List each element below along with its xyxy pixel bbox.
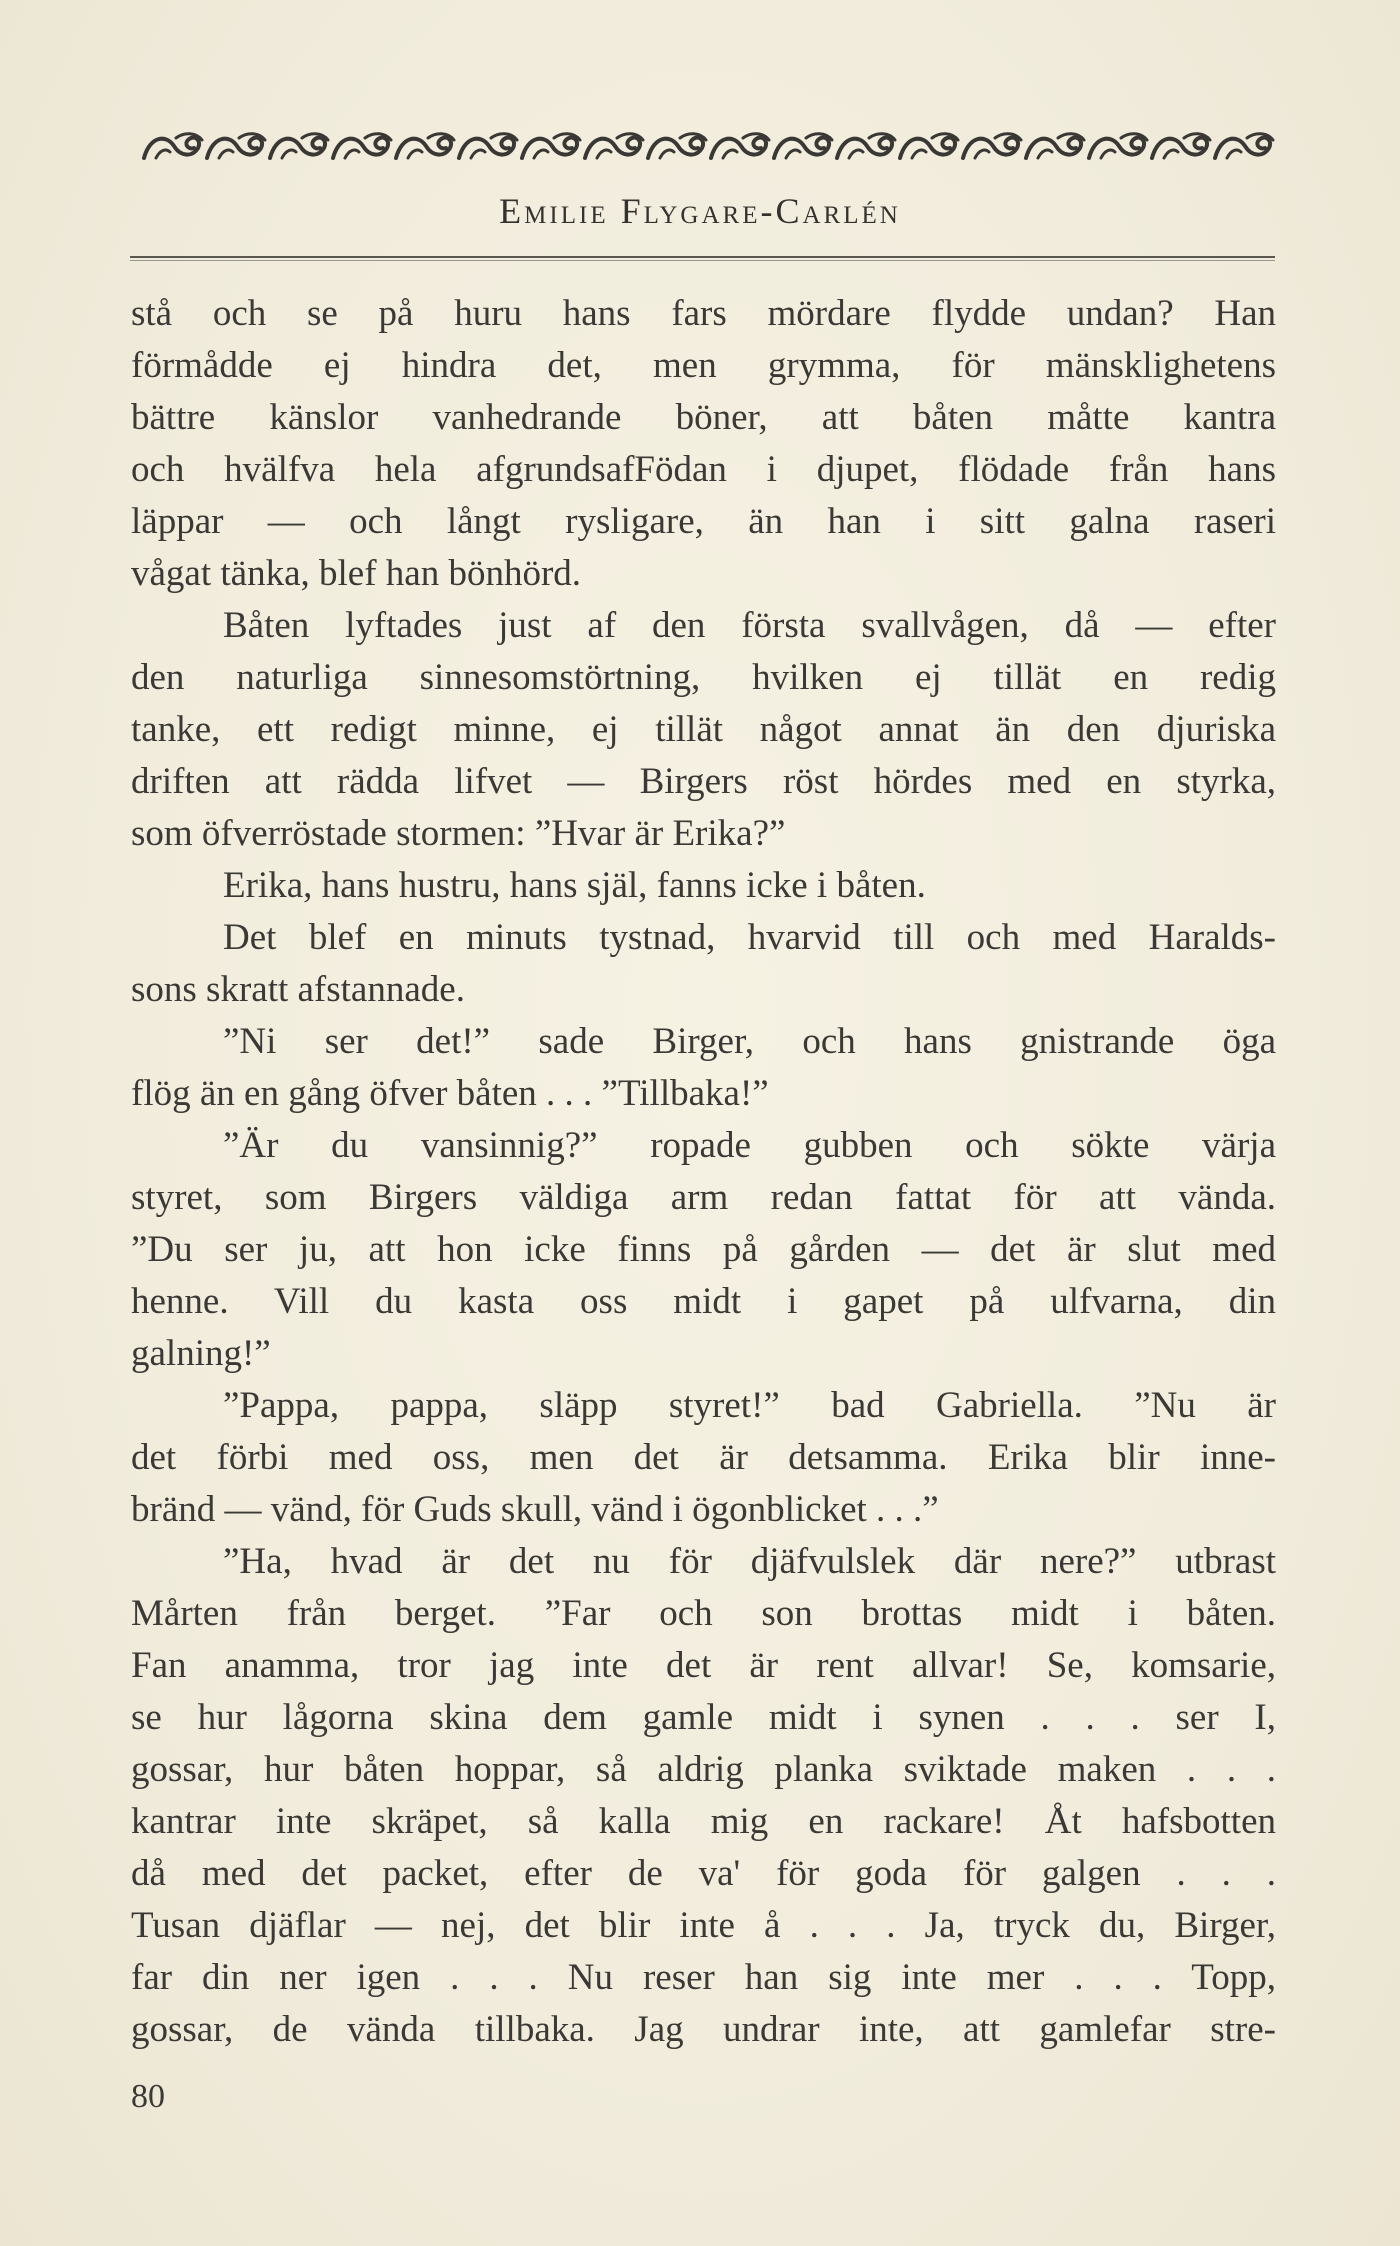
text-line: förmådde ej hindra det, men grymma, för mänsklighetens [131, 345, 1276, 386]
scroll-ornament-icon [140, 128, 1280, 168]
text-line: ”Pappa, pappa, släpp styret!” bad Gabriella. ”Nu är [223, 1385, 1276, 1426]
page-number: 80 [131, 2078, 165, 2115]
text-line: galning!” [131, 1333, 271, 1374]
text-line: den naturliga sinnesomstörtning, hvilken ej tillät en redig [131, 657, 1276, 698]
header-rule-thin [130, 260, 1275, 261]
text-line: tanke, ett redigt minne, ej tillät något annat än den djuriska [131, 709, 1276, 750]
text-line: ”Ha, hvad är det nu för djäfvulslek där nere?” utbrast [223, 1541, 1276, 1582]
text-line: driften att rädda lifvet — Birgers röst hördes med en styrka, [131, 761, 1276, 802]
text-line: kantrar inte skräpet, så kalla mig en rackare! Åt hafsbotten [131, 1801, 1276, 1842]
text-line: Fan anamma, tror jag inte det är rent allvar! Se, komsarie, [131, 1645, 1276, 1686]
text-line: sons skratt afstannade. [131, 969, 465, 1010]
text-line: stå och se på huru hans fars mördare flydde undan? Han [131, 293, 1276, 334]
text-line: som öfverröstade stormen: ”Hvar är Erika?” [131, 813, 786, 854]
text-line: gossar, de vända tillbaka. Jag undrar inte, att gamlefar stre- [131, 2009, 1276, 2050]
text-line: Mårten från berget. ”Far och son brottas midt i båten. [131, 1593, 1276, 1634]
text-line: flög än en gång öfver båten . . . ”Tillbaka!” [131, 1073, 769, 1114]
header-rule [130, 256, 1275, 258]
text-line: bränd — vänd, för Guds skull, vänd i ögonblicket . . .” [131, 1489, 939, 1530]
text-line: gossar, hur båten hoppar, så aldrig planka sviktade maken . . . [131, 1749, 1276, 1790]
text-line: det förbi med oss, men det är detsamma. Erika blir inne- [131, 1437, 1276, 1478]
text-line: ”Är du vansinnig?” ropade gubben och sökte värja [223, 1125, 1276, 1166]
text-line: se hur lågorna skina dem gamle midt i synen . . . ser I, [131, 1697, 1276, 1738]
running-title: Emilie Flygare-Carlén [499, 191, 901, 231]
text-line: läppar — och långt rysligare, än han i sitt galna raseri [131, 501, 1276, 542]
text-line: far din ner igen . . . Nu reser han sig inte mer . . . Topp, [131, 1957, 1276, 1998]
text-line: henne. Vill du kasta oss midt i gapet på ulfvarna, din [131, 1281, 1276, 1322]
text-line: ”Ni ser det!” sade Birger, och hans gnistrande öga [223, 1021, 1276, 1062]
text-line: styret, som Birgers väldiga arm redan fattat för att vända. [131, 1177, 1276, 1218]
text-line: Båten lyftades just af den första svallvågen, då — efter [223, 605, 1276, 646]
text-line: Tusan djäflar — nej, det blir inte å . . . Ja, tryck du, Birger, [131, 1905, 1276, 1946]
text-line: bättre känslor vanhedrande böner, att båten måtte kantra [131, 397, 1276, 438]
text-line: vågat tänka, blef han bönhörd. [131, 553, 582, 594]
text-line: ”Du ser ju, att hon icke finns på gården — det är slut med [131, 1229, 1276, 1270]
body-text [131, 288, 1276, 2056]
text-line: Erika, hans hustru, hans själ, fanns icke i båten. [223, 865, 926, 906]
text-line: Det blef en minuts tystnad, hvarvid till och med Haralds- [223, 917, 1276, 958]
text-line: då med det packet, efter de va' för goda för galgen . . . [131, 1853, 1276, 1894]
text-line: och hvälfva hela afgrundsafFödan i djupet, flödade från hans [131, 449, 1276, 490]
